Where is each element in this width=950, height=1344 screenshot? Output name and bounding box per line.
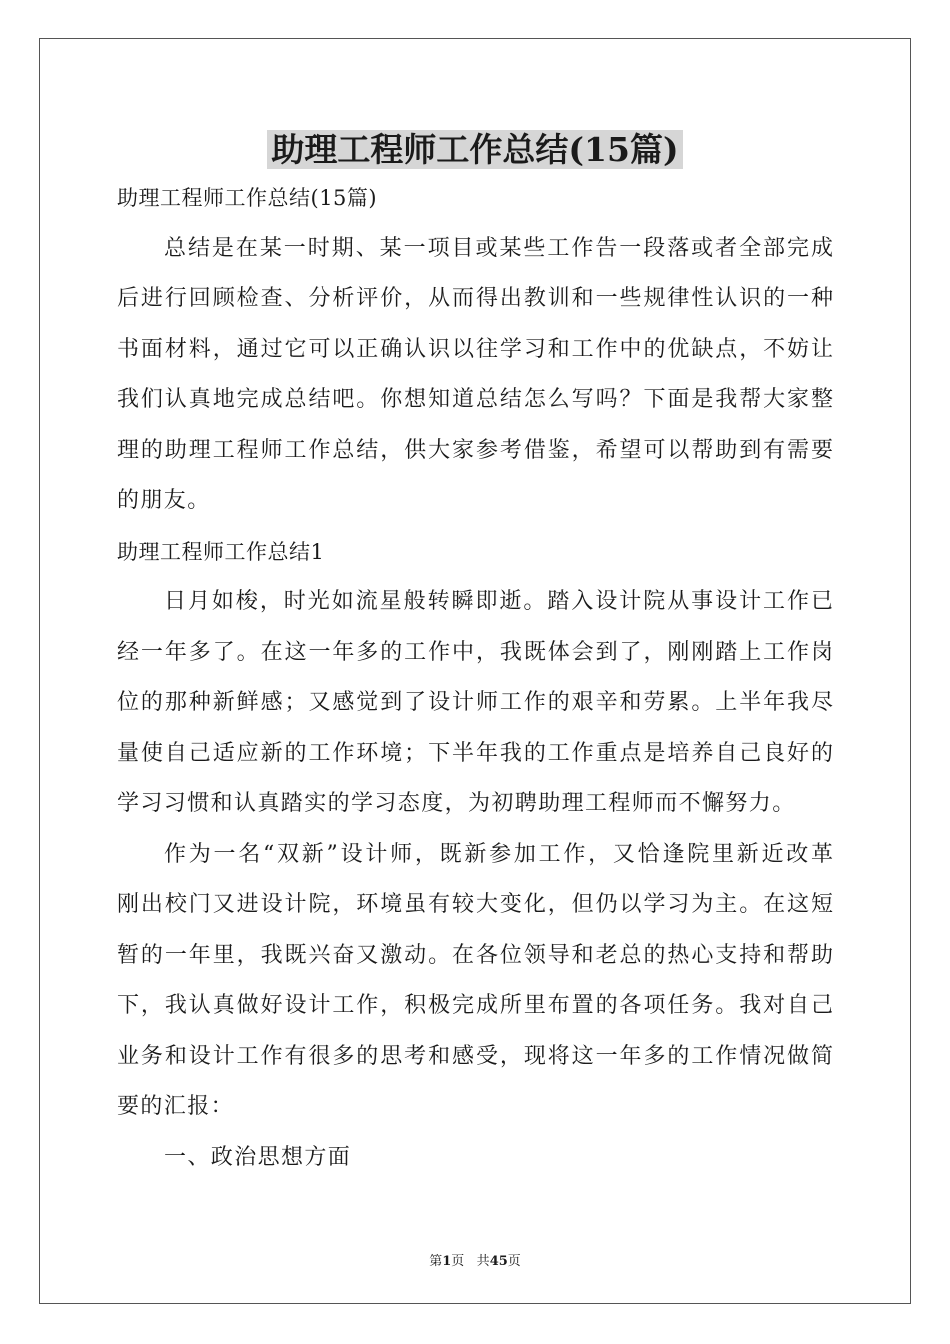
paragraph-line: 量使自己适应新的工作环境；下半年我的工作重点是培养自己良好的 xyxy=(117,740,833,766)
page-suffix: 页 xyxy=(451,1254,465,1269)
paragraph-line: 刚出校门又进设计院，环境虽有较大变化，但仍以学习为主。在这短 xyxy=(117,892,833,917)
section-heading: 助理工程师工作总结1 xyxy=(117,539,325,564)
intro-line: 的朋友。 xyxy=(117,488,211,513)
paragraph-line: 学习习惯和认真踏实的学习态度，为初聘助理工程师而不懈努力。 xyxy=(117,791,796,816)
intro-line: 书面材料，通过它可以正确认识以往学习和工作中的优缺点，不妨让 xyxy=(117,336,833,362)
paragraph-line: 下，我认真做好设计工作，积极完成所里布置的各项任务。我对自己 xyxy=(117,993,833,1018)
document-title-text: 助理工程师工作总结(15篇) xyxy=(267,130,682,169)
paragraph-line: 日月如梭，时光如流星般转瞬即逝。踏入设计院从事设计工作已 xyxy=(164,589,833,614)
paragraph-line: 业务和设计工作有很多的思考和感受，现将这一年多的工作情况做简 xyxy=(117,1043,833,1069)
intro-line: 总结是在某一时期、某一项目或某些工作告一段落或者全部完成 xyxy=(164,235,833,261)
total-prefix: 共 xyxy=(476,1254,490,1269)
subheading: 一、政治思想方面 xyxy=(164,1144,352,1170)
paragraph-line: 暂的一年里，我既兴奋又激动。在各位领导和老总的热心支持和帮助 xyxy=(117,942,833,968)
document-title xyxy=(0,128,950,172)
page-number: 1 xyxy=(442,1254,452,1269)
paragraph-line: 要的汇报： xyxy=(117,1094,235,1119)
total-suffix: 页 xyxy=(507,1254,521,1269)
document-body xyxy=(117,180,833,1190)
intro-line: 后进行回顾检查、分析评价，从而得出教训和一些规律性认识的一种 xyxy=(117,286,833,311)
intro-line: 理的助理工程师工作总结，供大家参考借鉴，希望可以帮助到有需要 xyxy=(117,437,833,463)
paragraph-line: 经一年多了。在这一年多的工作中，我既体会到了，刚刚踏上工作岗 xyxy=(117,639,833,665)
total-pages: 45 xyxy=(489,1254,508,1269)
paragraph-line: 位的那种新鲜感；又感觉到了设计师工作的艰辛和劳累。上半年我尽 xyxy=(117,690,833,715)
subtitle-line: 助理工程师工作总结(15篇) xyxy=(117,186,378,210)
paragraph-line: 作为一名“双新”设计师，既新参加工作，又恰逢院里新近改革 xyxy=(164,841,833,867)
page-prefix: 第 xyxy=(429,1254,443,1269)
intro-line: 我们认真地完成总结吧。你想知道总结怎么写吗？下面是我帮大家整 xyxy=(117,387,833,412)
page-footer xyxy=(0,1250,950,1269)
